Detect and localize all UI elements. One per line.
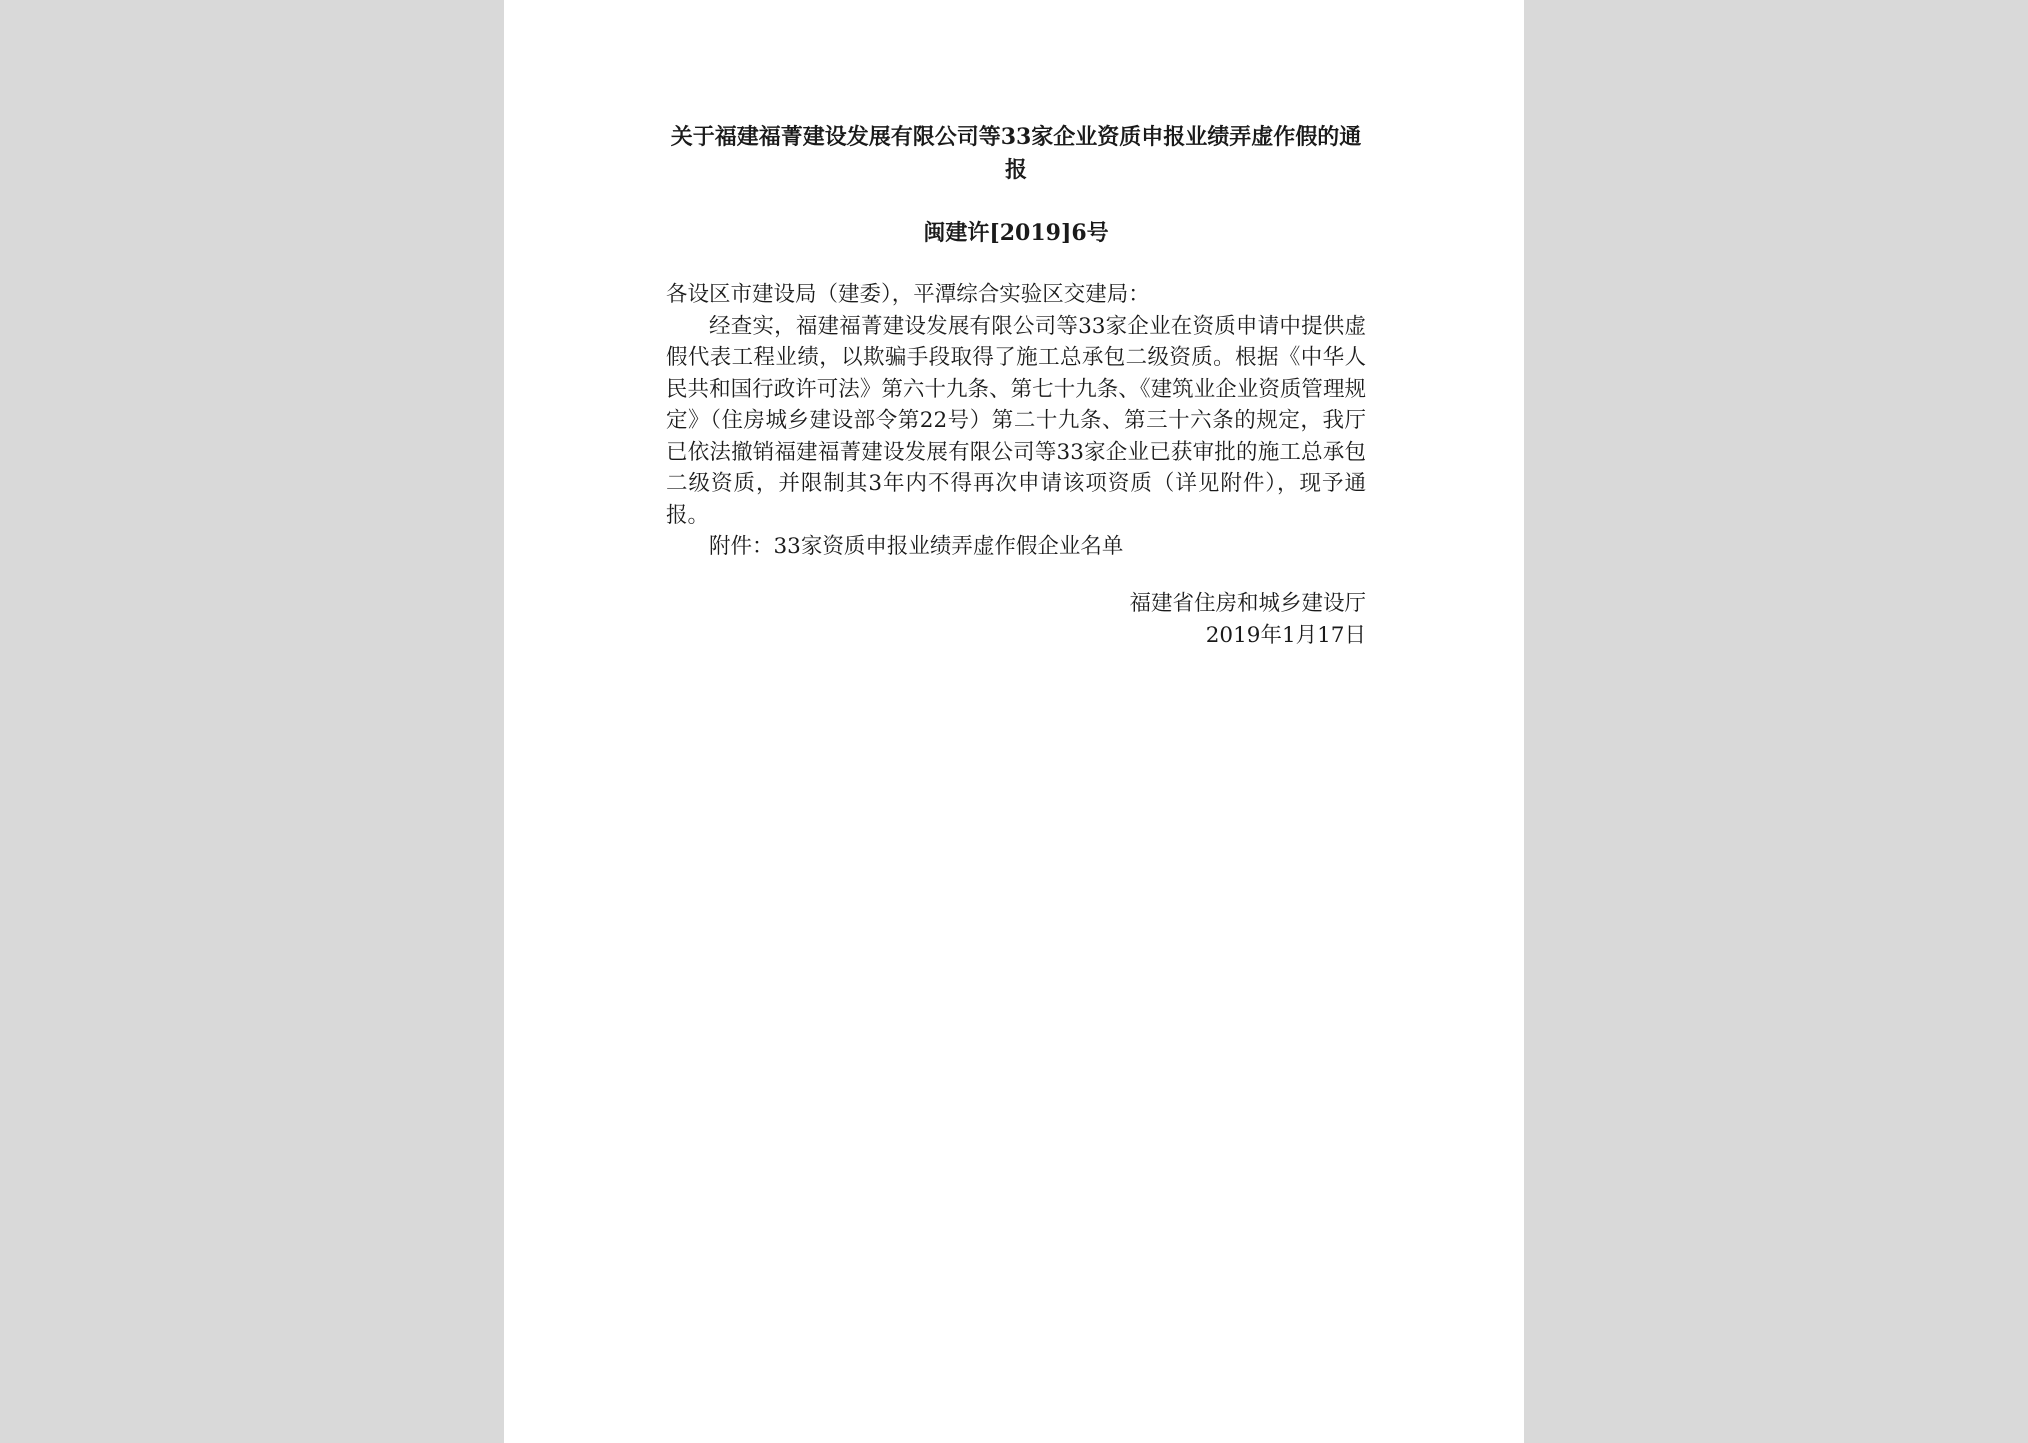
addressee: 各设区市建设局（建委），平潭综合实验区交建局：: [666, 282, 1150, 307]
document-title: 关于福建福菁建设发展有限公司等33家企业资质申报业绩弄虚作假的通报: [670, 124, 1362, 183]
document-body: [666, 279, 1366, 563]
attachment-note: 附件：33家资质申报业绩弄虚作假企业名单: [709, 534, 1124, 559]
issue-date: 2019年1月17日: [1205, 623, 1366, 648]
body-paragraph: 经查实，福建福菁建设发展有限公司等33家企业在资质申请中提供虚假代表工程业绩，以欺骗手段取得了施工总承包二级资质。根据《中华人民共和国行政许可法》第六十九条、第七十九条、《建筑业企业资质管理规定》（住房城乡建设部令第22号）第二十九条、第三十六条的规定，我厅已依法撤销福建福菁建设发展有限公司等33家企业已获审批的施工总承包二级资质，并限制其3年内不得再次申请该项资质（详见附件），现予通报。: [666, 313, 1366, 528]
document-number: 闽建许[2019]6号: [923, 220, 1109, 246]
signature-block: [666, 588, 1366, 652]
issuer: 福建省住房和城乡建设厅: [1129, 591, 1366, 616]
document-page: [504, 0, 1524, 1443]
